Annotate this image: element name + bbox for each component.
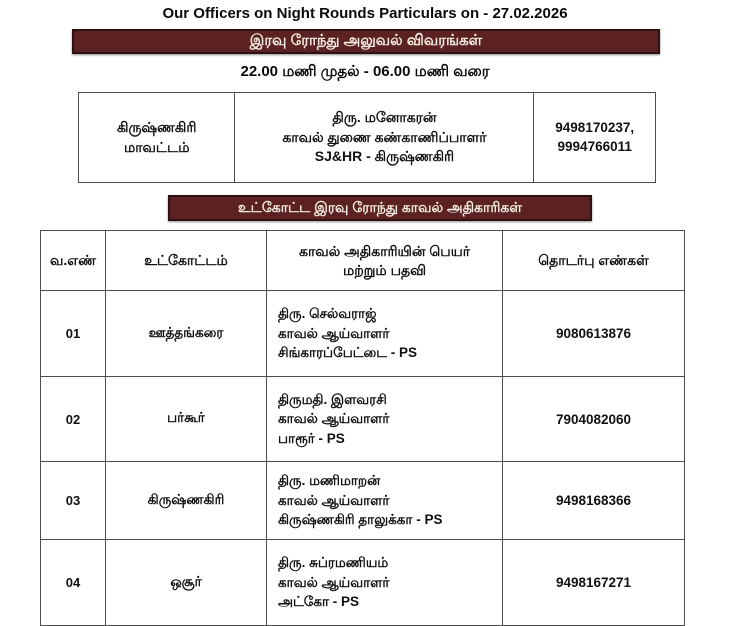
officers-table [40,230,685,626]
subdivision-cell: ஒசூர் [106,540,267,626]
officer-rank-line: காவல் ஆய்வாளர் [278,492,390,508]
document-title: Our Officers on Night Rounds Particulars on - 27.02.2026 [162,5,568,22]
officer-station-line: பாரூர் - PS [278,430,345,446]
officer-details-cell [267,377,503,462]
table-row [41,291,685,377]
phone-number: 9498170237, [555,119,635,135]
header-subdivision: உட்கோட்டம் [106,231,267,291]
officer-details-cell [267,540,503,626]
table-row [41,462,685,540]
officer-rank-line: காவல் ஆய்வாளர் [278,411,390,427]
officer-name-line: திரு. மணிமாறன் [278,473,381,489]
district-line: மாவட்டம் [123,138,190,155]
table-header-row [41,231,685,291]
header-officer-label: காவல் அதிகாரியின் பெயர் மற்றும் பதவி [298,242,471,278]
sub-banner [168,195,592,221]
phone-number: 9994766011 [557,138,632,154]
officer-unit-line: SJ&HR - கிருஷ்ணகிரி [314,148,455,165]
officer-name-line: திரு. செல்வராஜ் [278,306,377,322]
document-page [0,5,730,610]
subdivision-cell: ஊத்தங்கரை [106,291,267,377]
subdivision-cell: கிருஷ்ணகிரி [106,462,267,540]
officer-name-line: திரு. மனோகரன் [332,109,437,126]
sno-cell: 04 [41,540,106,626]
district-info-box [78,92,656,183]
header-officer [267,231,503,291]
contact-cell: 9080613876 [503,291,685,377]
contact-cell: 9498167271 [503,540,685,626]
main-banner [72,29,660,54]
table-row [41,377,685,462]
officer-station-line: அட்கோ - PS [278,594,360,610]
officer-rank-line: காவல் துணை கண்காணிப்பாளர் [282,128,487,145]
officer-station-line: சிங்காரப்பேட்டை - PS [278,345,418,361]
header-sno: வ.எண் [41,231,106,291]
officer-name-line: திரு. சுப்ரமணியம் [278,555,389,571]
supervising-officer-cell [235,93,534,182]
district-name-cell [79,93,235,182]
officer-rank-line: காவல் ஆய்வாளர் [278,574,390,590]
contact-cell: 7904082060 [503,377,685,462]
time-range-text: 22.00 மணி முதல் - 06.00 மணி வரை [240,63,490,80]
officer-name-line: திருமதி. இளவரசி [278,391,387,407]
officer-details-cell [267,291,503,377]
contact-cell: 9498168366 [503,462,685,540]
main-banner-label: இரவு ரோந்து அலுவல் விவரங்கள் [249,32,483,49]
sno-cell: 03 [41,462,106,540]
officer-station-line: கிருஷ்ணகிரி தாலுக்கா - PS [278,512,443,528]
district-line: கிருஷ்ணகிரி [116,118,197,135]
officer-details-cell [267,462,503,540]
sno-cell: 02 [41,377,106,462]
header-contact: தொடர்பு எண்கள் [503,231,685,291]
sno-cell: 01 [41,291,106,377]
subdivision-cell: பர்கூர் [106,377,267,462]
table-row [41,540,685,626]
officer-rank-line: காவல் ஆய்வாளர் [278,325,390,341]
sub-banner-label: உட்கோட்ட இரவு ரோந்து காவல் அதிகாரிகள் [237,198,522,215]
district-contact-cell [534,93,655,182]
